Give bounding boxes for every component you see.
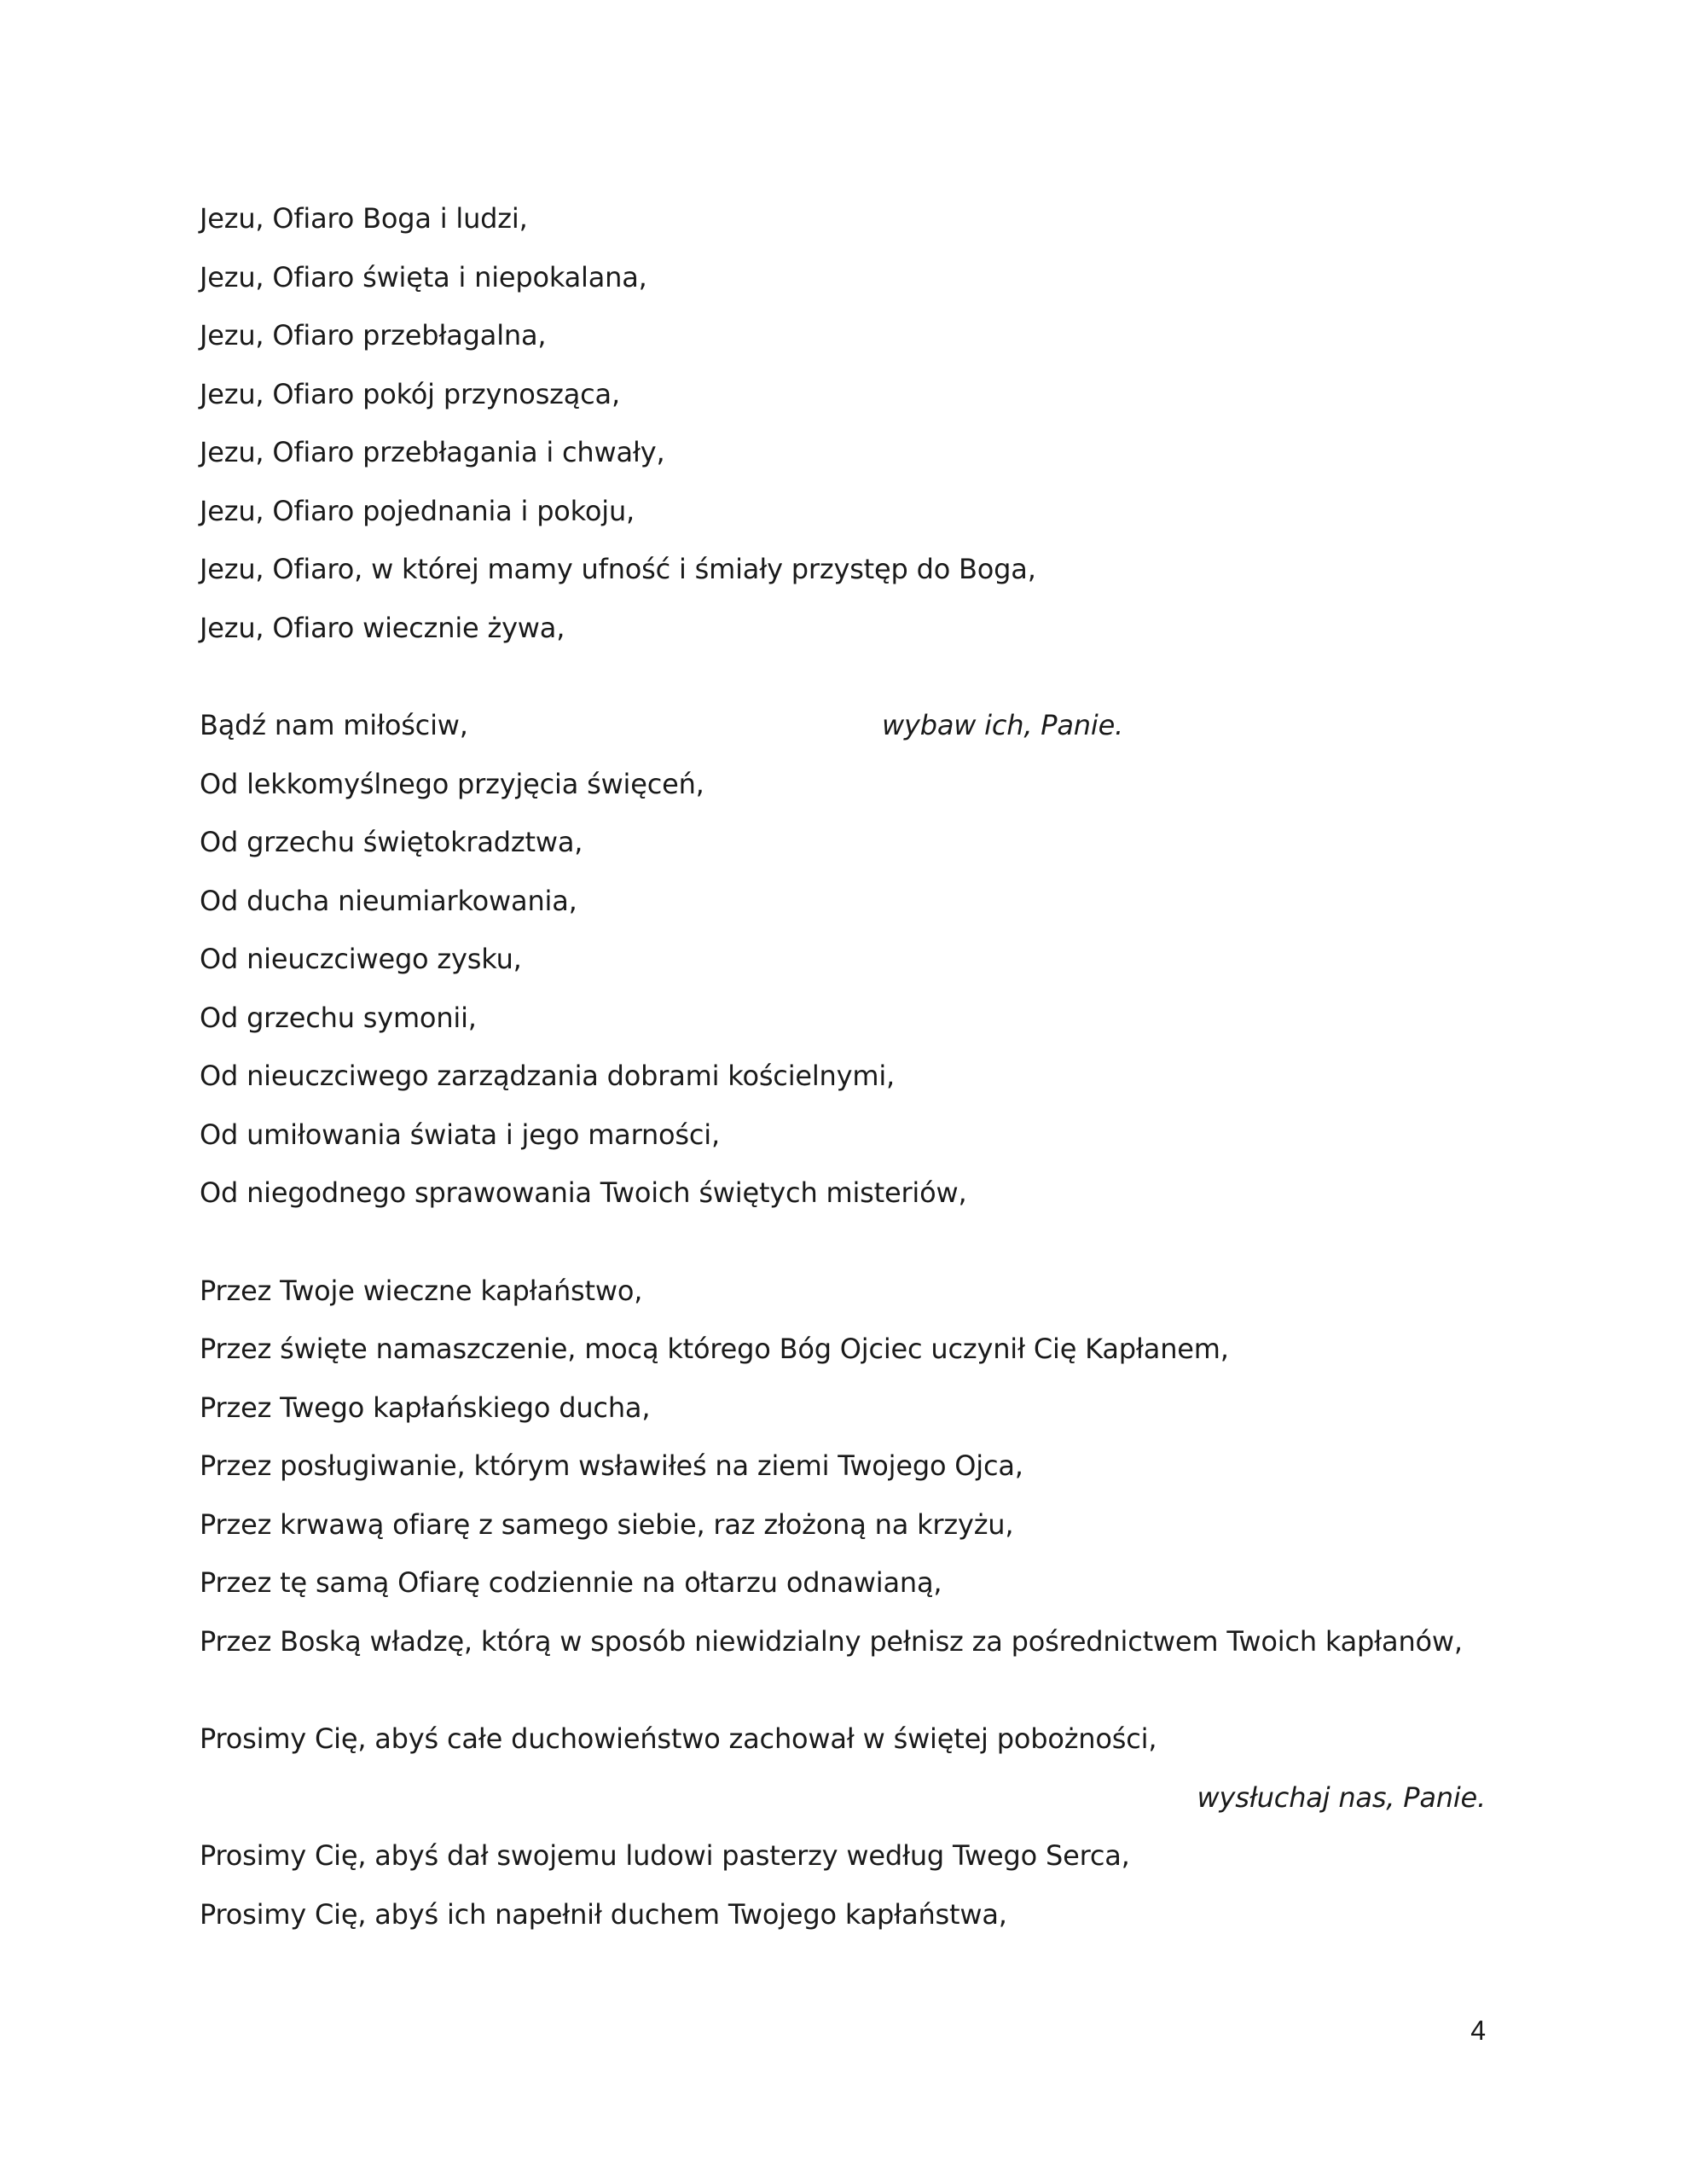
litany-line: Od niegodnego sprawowania Twoich świętych misteriów, [200, 1176, 967, 1209]
litany-line: Przez krwawą ofiarę z samego siebie, raz złożoną na krzyżu, [200, 1508, 1014, 1541]
litany-line: Od grzechu symonii, [200, 1002, 477, 1034]
litany-line: Jezu, Ofiaro pojednania i pokoju, [200, 495, 635, 527]
litany-line: Jezu, Ofiaro przebłagalna, [200, 319, 547, 351]
litany-line: Jezu, Ofiaro Boga i ludzi, [200, 202, 528, 235]
litany-line: Przez święte namaszczenie, mocą którego Bóg Ojciec uczynił Cię Kapłanem, [200, 1333, 1229, 1365]
litany-line: Jezu, Ofiaro przebłagania i chwały, [200, 436, 665, 468]
litany-response: wysłuchaj nas, Panie. [1197, 1781, 1486, 1814]
litany-line: Od umiłowania świata i jego marności, [200, 1118, 720, 1151]
litany-line: Prosimy Cię, abyś dał swojemu ludowi pasterzy według Twego Serca, [200, 1839, 1130, 1872]
litany-line: Od ducha nieumiarkowania, [200, 885, 577, 917]
litany-line: Od nieuczciwego zysku, [200, 943, 522, 975]
litany-line: Od grzechu świętokradztwa, [200, 826, 583, 858]
litany-response: wybaw ich, Panie. [882, 709, 1124, 741]
litany-line: Przez Boską władzę, którą w sposób niewidzialny pełnisz za pośrednictwem Twoich kapłanów, [200, 1625, 1463, 1658]
litany-line: Prosimy Cię, abyś całe duchowieństwo zachował w świętej pobożności, [200, 1722, 1157, 1755]
litany-line: Jezu, Ofiaro, w której mamy ufność i śmiały przystęp do Boga, [200, 553, 1036, 585]
litany-line: Przez Twoje wieczne kapłaństwo, [200, 1275, 643, 1307]
litany-line: Jezu, Ofiaro pokój przynosząca, [200, 378, 620, 410]
litany-line: Prosimy Cię, abyś ich napełnił duchem Twojego kapłaństwa, [200, 1898, 1007, 1931]
litany-line: Bądź nam miłościw, [200, 709, 468, 741]
litany-line: Od nieuczciwego zarządzania dobrami kościelnymi, [200, 1060, 896, 1092]
litany-line: Jezu, Ofiaro wiecznie żywa, [200, 612, 565, 644]
litany-line: Przez Twego kapłańskiego ducha, [200, 1391, 651, 1424]
litany-line: Przez tę samą Ofiarę codziennie na ołtarzu odnawianą, [200, 1566, 942, 1599]
litany-line: Od lekkomyślnego przyjęcia święceń, [200, 768, 704, 800]
litany-line: Jezu, Ofiaro święta i niepokalana, [200, 261, 647, 293]
page-number: 4 [1470, 2015, 1486, 2046]
litany-line: Przez posługiwanie, którym wsławiłeś na ziemi Twojego Ojca, [200, 1449, 1023, 1482]
